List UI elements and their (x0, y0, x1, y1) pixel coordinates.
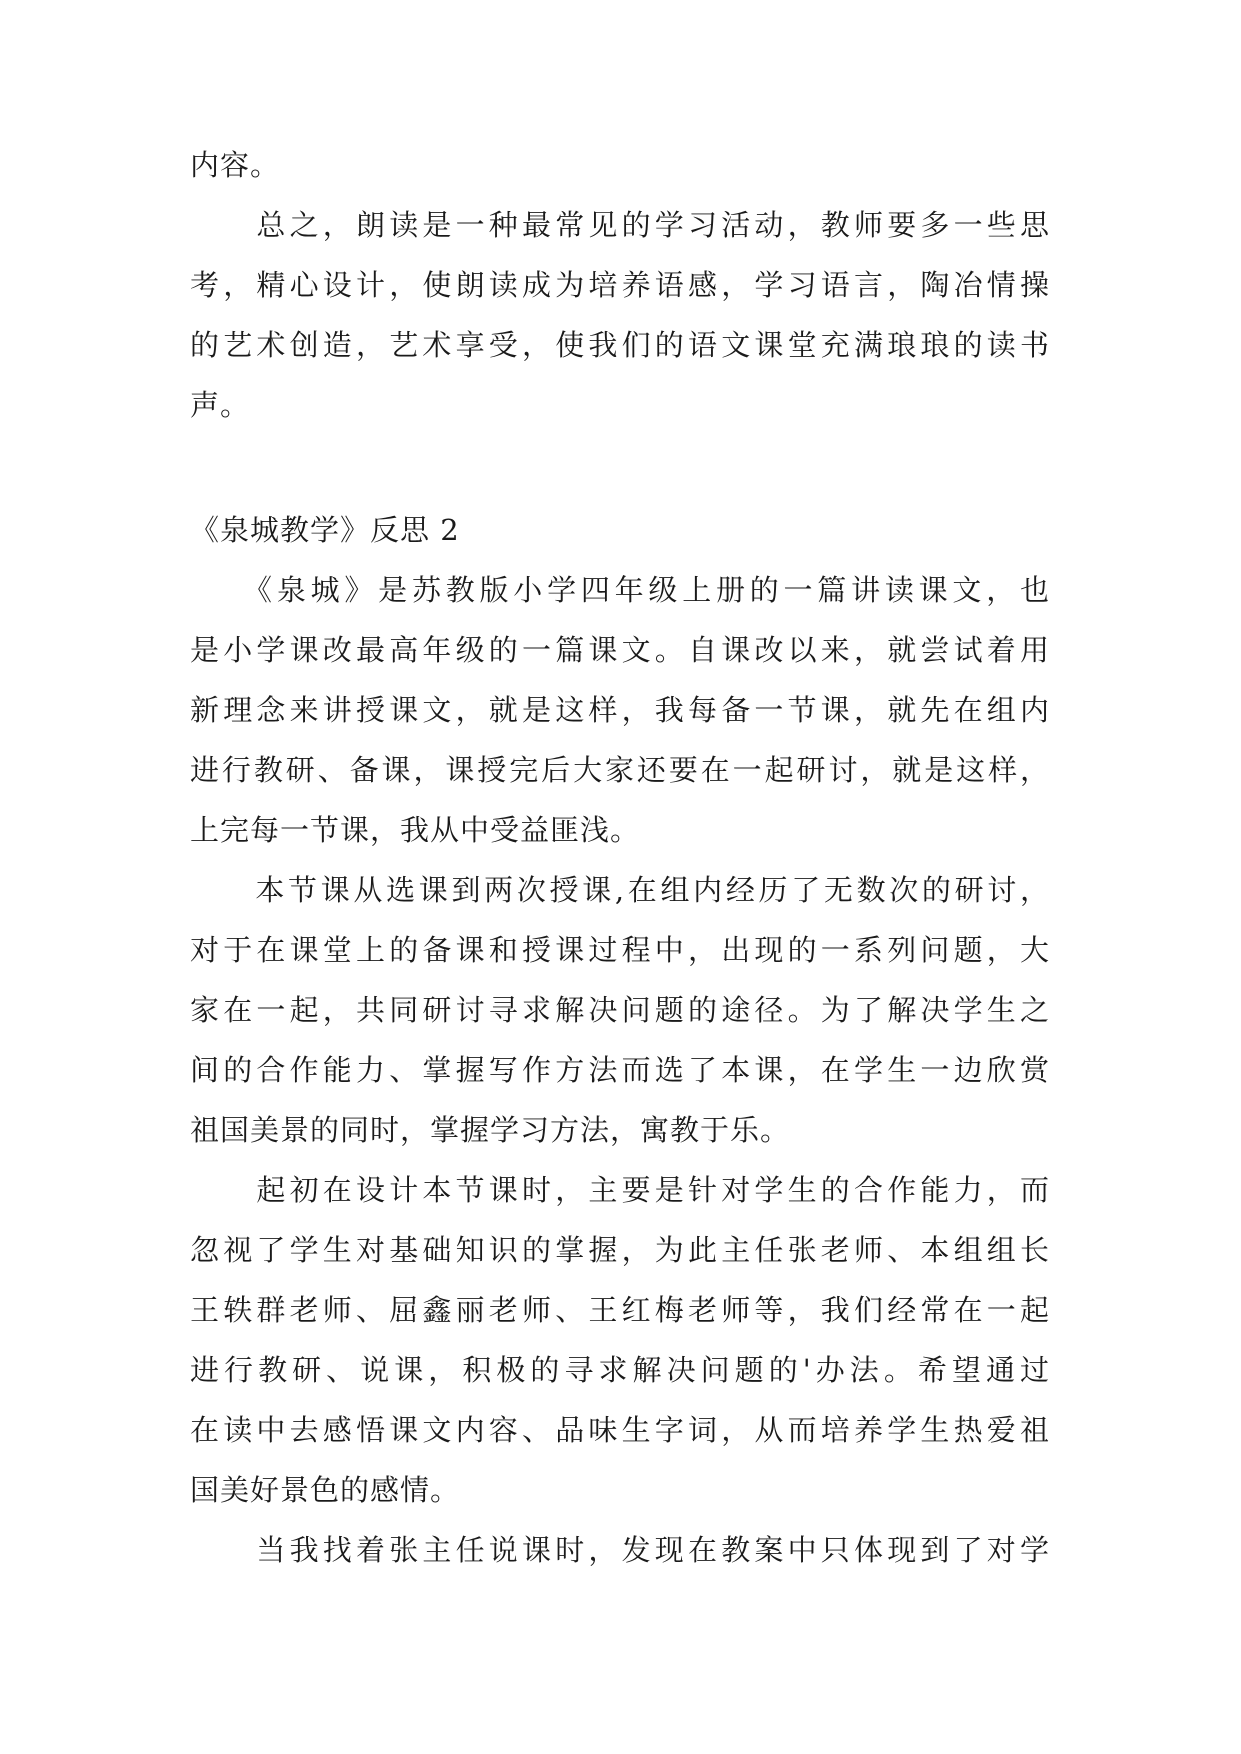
text-line: 国美好景色的感情。 (190, 1473, 461, 1507)
text-line: 新理念来讲授课文，就是这样，我每备一节课，就先在组内 (190, 693, 1050, 727)
text-line: 在读中去感悟课文内容、品味生字词，从而培养学生热爱祖 (190, 1413, 1050, 1447)
text-line: 忽视了学生对基础知识的掌握，为此主任张老师、本组组长 (190, 1233, 1050, 1267)
text-line: 进行教研、备课，课授完后大家还要在一起研讨，就是这样， (190, 753, 1050, 787)
text-line: 间的合作能力、掌握写作方法而选了本课，在学生一边欣赏 (190, 1053, 1050, 1087)
text-line: 当我找着张主任说课时，发现在教案中只体现到了对学 (190, 1533, 1050, 1567)
text-line: 上完每一节课，我从中受益匪浅。 (190, 813, 641, 847)
text-line: 《泉城》是苏教版小学四年级上册的一篇讲读课文，也 (190, 573, 1050, 607)
text-line: 本节课从选课到两次授课,在组内经历了无数次的研讨， (190, 873, 1050, 907)
text-line: 内容。 (190, 148, 281, 182)
text-line: 进行教研、说课，积极的寻求解决问题的'办法。希望通过 (190, 1353, 1050, 1387)
section-heading: 《泉城教学》反思 2 (190, 513, 460, 547)
text-line: 考，精心设计，使朗读成为培养语感，学习语言，陶冶情操 (190, 268, 1050, 302)
text-line: 对于在课堂上的备课和授课过程中，出现的一系列问题，大 (190, 933, 1050, 967)
text-line: 王轶群老师、屈鑫丽老师、王红梅老师等，我们经常在一起 (190, 1293, 1050, 1327)
text-line: 总之，朗读是一种最常见的学习活动，教师要多一些思 (190, 208, 1050, 242)
text-line: 起初在设计本节课时，主要是针对学生的合作能力，而 (190, 1173, 1050, 1207)
text-line: 家在一起，共同研讨寻求解决问题的途径。为了解决学生之 (190, 993, 1050, 1027)
text-line: 是小学课改最高年级的一篇课文。自课改以来，就尝试着用 (190, 633, 1050, 667)
text-line: 的艺术创造，艺术享受，使我们的语文课堂充满琅琅的读书 (190, 328, 1050, 362)
text-line: 祖国美景的同时，掌握学习方法，寓教于乐。 (190, 1113, 791, 1147)
text-line: 声。 (190, 388, 251, 422)
